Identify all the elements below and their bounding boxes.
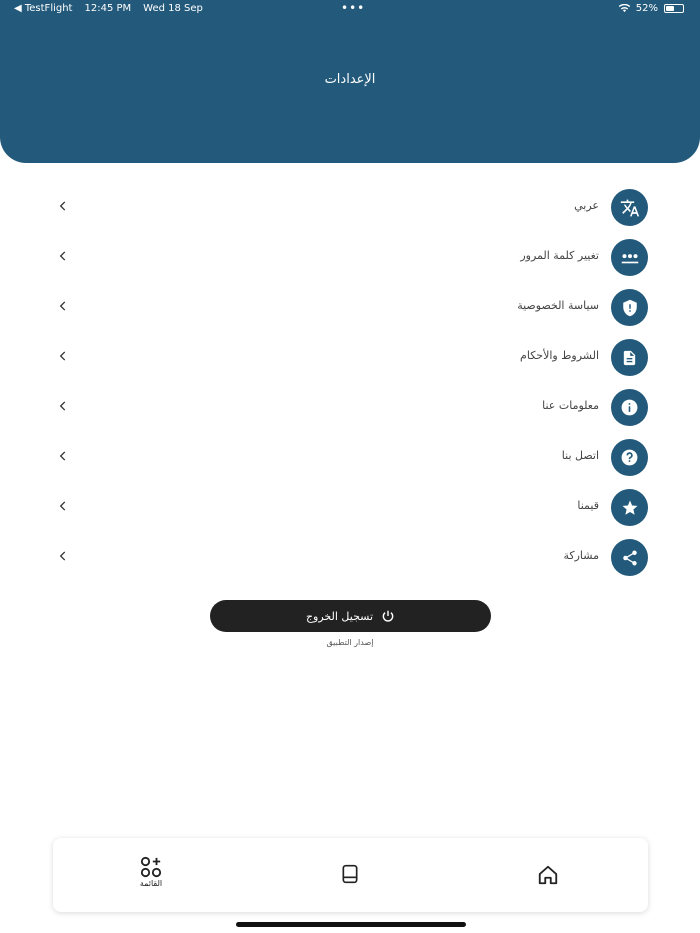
settings-item-label: معلومات عنا [542,399,599,412]
settings-item-label: الشروط والأحكام [520,349,599,362]
status-date: Wed 18 Sep [143,3,203,14]
settings-item-label: قيمنا [577,499,599,512]
chevron-left-icon [56,349,70,363]
chevron-left-icon [56,249,70,263]
battery-icon [664,4,684,13]
settings-item-label: مشاركة [563,549,599,562]
logout-label: تسجيل الخروج [305,609,374,623]
app-version-label: إصدار التطبيق [326,638,374,647]
tab-menu-label: القائمة [139,879,163,888]
battery-fill [666,6,674,11]
home-icon [537,864,559,886]
settings-item-share[interactable] [0,532,700,582]
question-icon [611,439,648,476]
power-icon [381,609,395,623]
header [0,0,700,163]
multitasking-dots[interactable]: ••• [341,1,366,15]
settings-list [0,182,700,582]
chevron-left-icon [56,199,70,213]
status-bar [0,0,700,18]
info-icon [611,389,648,426]
chevron-left-icon [56,299,70,313]
settings-item-contact-us[interactable] [0,432,700,482]
settings-item-terms[interactable] [0,332,700,382]
chevron-left-icon [56,449,70,463]
tab-menu[interactable] [101,838,201,912]
translate-icon [611,189,648,226]
home-indicator [236,922,466,927]
logout-button[interactable] [210,600,491,632]
back-to-testflight-link[interactable]: ◀ TestFlight [14,3,73,14]
chevron-left-icon [56,549,70,563]
book-icon [340,863,360,885]
grid-plus-icon [140,856,162,878]
tab-home[interactable] [498,838,598,912]
page-title: الإعدادات [324,72,376,87]
star-icon [611,489,648,526]
settings-item-label: عربي [574,199,599,212]
status-time: 12:45 PM [84,3,132,14]
settings-item-privacy-policy[interactable] [0,282,700,332]
settings-item-label: سياسة الخصوصية [517,299,599,312]
settings-item-label: اتصل بنا [561,449,599,462]
settings-item-label: تغيير كلمة المرور [520,249,599,262]
settings-item-rate-us[interactable] [0,482,700,532]
document-icon [611,339,648,376]
share-icon [611,539,648,576]
settings-item-change-password[interactable] [0,232,700,282]
password-dots-icon [611,239,648,276]
tab-books[interactable] [300,838,400,912]
chevron-left-icon [56,399,70,413]
shield-icon [611,289,648,326]
settings-item-language[interactable] [0,182,700,232]
settings-item-about-us[interactable] [0,382,700,432]
chevron-left-icon [56,499,70,513]
battery-percent: 52% [635,3,658,14]
wifi-icon [619,4,630,13]
bottom-tab-bar [53,838,648,912]
